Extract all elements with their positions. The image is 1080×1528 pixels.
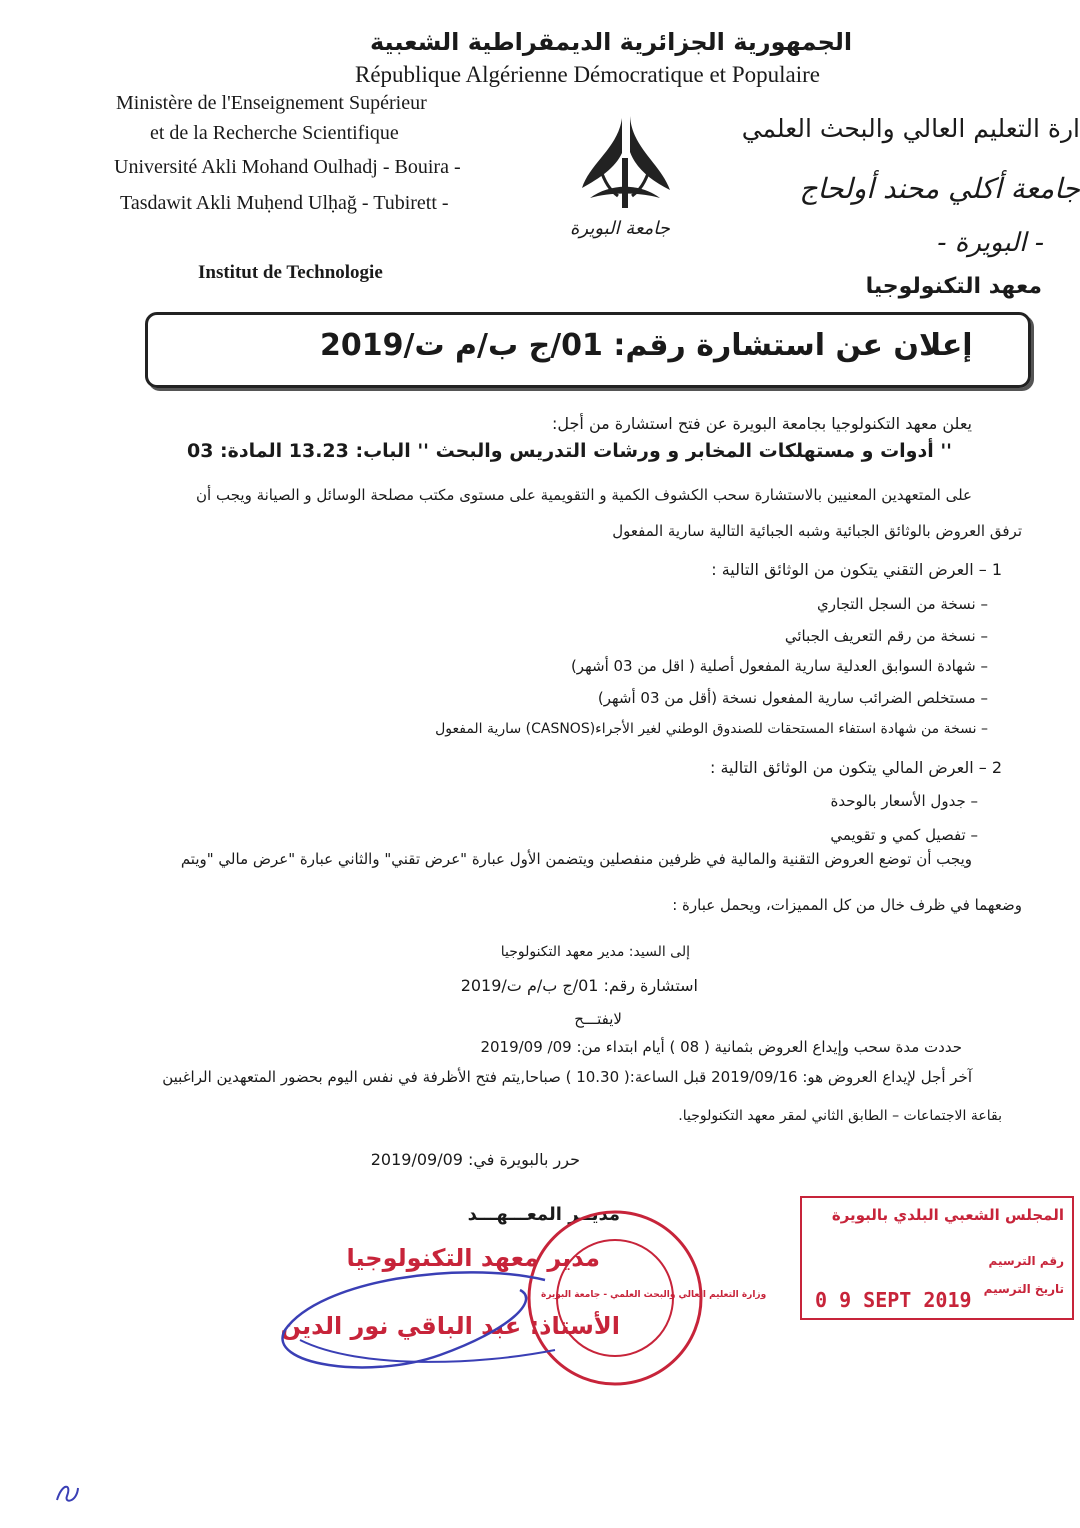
handwritten-mark-icon [52, 1478, 82, 1508]
round-stamp-text: وزارة التعليم العالي والبحث العلمي - جامعة البويرة [541, 1290, 767, 1300]
fin-item-2: – تفصيل كمي و تقويمي [830, 826, 978, 844]
municipal-stamp-line2: رقم الترسيم [988, 1254, 1064, 1268]
logo-icon [560, 108, 690, 228]
tech-item-4: – مستخلص الضرائب سارية المفعول نسخة (أقل من 03 أشهر) [597, 689, 988, 707]
envelope-do-not-open: لايفتـــح [574, 1010, 622, 1028]
university-fr: Université Akli Mohand Oulhadj - Bouira - [114, 156, 461, 178]
director-stamp-line: مدير معهد التكنولوجيا [346, 1244, 600, 1272]
tech-item-2: – نسخة من رقم التعريف الجبائي [784, 627, 988, 645]
signature-scribble-icon [260, 1240, 560, 1400]
deadline-line: آخر أجل لإيداع العروض هو: 2019/09/16 قبل الساعة:( 10.30 ) صباحا,يتم فتح الأظرفة في نفس اليوم بحضور المتعهدين الراغبين [162, 1068, 972, 1086]
ministry-arabic: ارة التعليم العالي والبحث العلمي [741, 114, 1080, 143]
municipal-stamp-title: المجلس الشعبي البلدي بالبويرة [831, 1206, 1064, 1224]
intro-text: يعلن معهد التكنولوجيا بجامعة البويرة عن فتح استشارة من أجل: [552, 414, 972, 433]
university-kabyle: Tasdawit Akli Muḥend Ulḥağ - Tubirett - [120, 192, 449, 214]
institute-fr: Institut de Technologie [198, 262, 383, 283]
margin-mark [52, 1478, 82, 1512]
republic-arabic: الجمهورية الجزائرية الديمقراطية الشعبية [370, 28, 853, 56]
university-logo [560, 108, 690, 238]
signature-title: مديــر المعـــهـــد [467, 1204, 620, 1225]
tech-item-3: – شهادة السوابق العدلية سارية المفعول أصلية ( اقل من 03 أشهر) [570, 657, 988, 675]
technical-offer-heading: 1 – العرض التقني يتكون من الوثائق التالية : [711, 560, 1002, 579]
fin-item-1: – جدول الأسعار بالوحدة [830, 792, 978, 810]
ministry-fr-line1: Ministère de l'Enseignement Supérieur [116, 92, 427, 114]
republic-french: République Algérienne Démocratique et Populaire [355, 62, 820, 87]
ministry-fr-line2: et de la Recherche Scientifique [150, 122, 399, 144]
tech-item-5: – نسخة من شهادة استفاء المستحقات للصندوق الوطني لغير الأجراء(CASNOS) سارية المفعول [435, 721, 988, 737]
done-at: حرر بالبويرة في: 2019/09/09 [370, 1150, 580, 1169]
university-arabic: جامعة أكلي محند أولحاج [799, 172, 1080, 205]
envelope-addressee: إلى السيد: مدير معهد التكنولوجيا [500, 944, 690, 960]
handwritten-signature [260, 1240, 560, 1400]
director-stamp-name: الأستاذ: عبد الباقي نور الدين [280, 1312, 620, 1340]
municipal-stamp-date: 0 9 SEPT 2019 [815, 1288, 972, 1312]
period-line: حددت مدة سحب وإيداع العروض بثمانية ( 08 ) أيام ابتداء من: 09/ 2019/09 [480, 1038, 962, 1056]
city-arabic: - البويرة - [937, 228, 1044, 258]
para2-line1: ويجب أن توضع العروض التقنية والمالية في ظرفين منفصلين ويتضمن الأول عبارة "عرض تقني" والثاني عبارة "عرض مالي "ويتم [180, 850, 972, 868]
para1-line1: على المتعهدين المعنيين بالاستشارة سحب الكشوف الكمية و التقويمية على مستوى مكتب مصلحة الوسائل و الصيانة ويجب أن [196, 486, 972, 504]
place-line: بقاعة الاجتماعات – الطابق الثاني لمقر معهد التكنولوجيا. [678, 1108, 1002, 1124]
para1-line2: ترفق العروض بالوثائق الجبائية وشبه الجبائية التالية سارية المفعول [612, 522, 1022, 540]
logo-caption: جامعة البويرة [570, 218, 670, 239]
subject-line: '' أدوات و مستهلكات المخابر و ورشات التدريس والبحث '' الباب: 13.23 المادة: 03 [186, 440, 952, 462]
institute-ar: معهد التكنولوجيا [865, 274, 1042, 299]
announcement-title: إعلان عن استشارة رقم: 01/ج ب/م ت/2019 [320, 328, 973, 363]
envelope-reference: استشارة رقم: 01/ج ب/م ت/2019 [460, 976, 698, 995]
para2-line2: وضعهما في ظرف خال من كل المميزات، ويحمل عبارة : [672, 896, 1022, 914]
tech-item-1: – نسخة من السجل التجاري [817, 595, 988, 613]
financial-offer-heading: 2 – العرض المالي يتكون من الوثائق التالية : [709, 758, 1002, 777]
municipal-stamp-line3: تاريخ الترسيم [983, 1282, 1064, 1296]
